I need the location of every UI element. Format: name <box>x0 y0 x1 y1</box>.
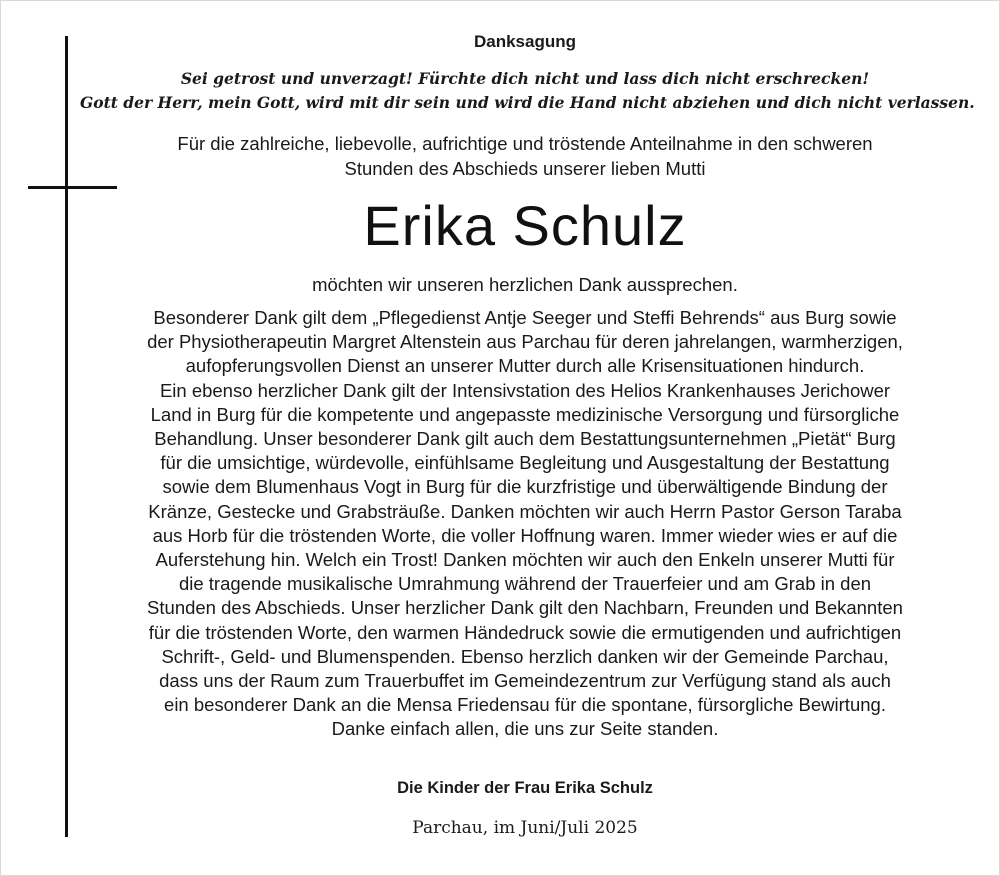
body-line: Kränze, Gestecke und Grabsträuße. Danken möchten wir auch Herrn Pastor Gerson Taraba <box>148 500 902 522</box>
thanks-body <box>80 306 970 742</box>
body-line: sowie dem Blumenhaus Vogt in Burg für die kurzfristige und überwältigende Bindung der <box>162 476 888 498</box>
deceased-name: Erika Schulz <box>363 194 687 257</box>
body-line: Land in Burg für die kompetente und angepasste medizinische Versorgung und fürsorgliche <box>150 403 900 425</box>
body-line: für die umsichtige, würdevolle, einfühlsame Begleitung und Ausgestaltung der Bestattung <box>160 452 890 474</box>
intro-line: Stunden des Abschieds unserer lieben Mutti <box>344 158 706 179</box>
notice-heading: Danksagung <box>473 32 577 51</box>
cross-vertical-bar <box>65 36 68 837</box>
body-line: ein besonderer Dank an die Mensa Friedensau für die spontane, fürsorgliche Bewirtung. <box>164 694 886 716</box>
body-line: der Physiotherapeutin Margret Altenstein aus Parchau für deren jahrelangen, warmherzigen, <box>147 331 903 353</box>
intro-text <box>80 131 970 181</box>
body-line: Besonderer Dank gilt dem „Pflegedienst Antje Seeger und Steffi Behrends“ aus Burg sowie <box>153 307 897 328</box>
intro-line: Für die zahlreiche, liebevolle, aufrichtige und tröstende Anteilnahme in den schweren <box>177 133 873 154</box>
body-line: Behandlung. Unser besonderer Dank gilt auch dem Bestattungsunternehmen „Pietät“ Burg <box>154 428 896 450</box>
body-line: aus Horb für die tröstenden Worte, die voller Hoffnung waren. Immer wieder wies er auf die <box>152 524 898 546</box>
body-line: Danke einfach allen, die uns zur Seite standen. <box>331 718 719 740</box>
body-line: aufopferungsvollen Dienst an unserer Mutter durch alle Krisensituationen hindurch. <box>185 355 865 377</box>
body-line: dass uns der Raum zum Trauerbuffet im Gemeindezentrum zur Verfügung stand als auch <box>159 670 891 692</box>
bible-quote <box>80 67 975 115</box>
body-line: die tragende musikalische Umrahmung während der Trauerfeier und am Grab in den <box>178 573 872 595</box>
quote-line: Sei getrost und unverzagt! Fürchte dich nicht und lass dich nicht erschrecken! <box>180 69 870 88</box>
body-line: Schrift-, Geld- und Blumenspenden. Ebenso herzlich danken wir der Gemeinde Parchau, <box>161 645 889 667</box>
body-line: für die tröstenden Worte, den warmen Händedruck sowie die ermutigenden und aufrichtigen <box>148 621 902 643</box>
signature: Die Kinder der Frau Erika Schulz <box>397 779 653 797</box>
body-line: Auferstehung hin. Welch ein Trost! Danken möchten wir auch den Enkeln unserer Mutti für <box>155 549 895 571</box>
quote-line: Gott der Herr, mein Gott, wird mit dir sein und wird die Hand nicht abziehen und dich nicht verlassen. <box>80 93 975 112</box>
thanks-statement: möchten wir unseren herzlichen Dank aussprechen. <box>312 274 738 295</box>
body-line: Ein ebenso herzlicher Dank gilt der Intensivstation des Helios Krankenhauses Jerichower <box>159 379 891 401</box>
body-line: Stunden des Abschieds. Unser herzlicher Dank gilt den Nachbarn, Freunden und Bekannten <box>147 597 903 619</box>
place-date: Parchau, im Juni/Juli 2025 <box>412 818 638 838</box>
